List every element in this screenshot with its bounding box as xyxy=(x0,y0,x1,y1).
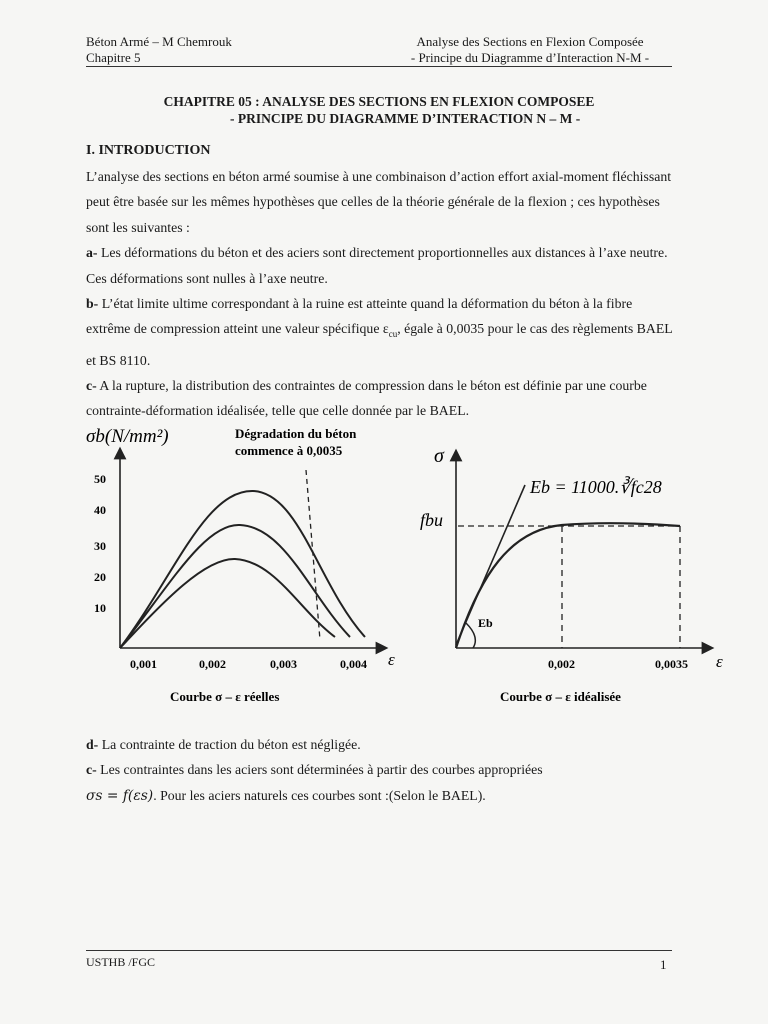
footer-divider xyxy=(86,950,672,951)
left-x-label: ε xyxy=(388,650,395,669)
hypothesis-d xyxy=(86,732,676,757)
steel-formula: σs = f(εs) xyxy=(86,787,154,804)
left-caption: Courbe σ – ε réelles xyxy=(170,689,280,704)
xtick-0002: 0,002 xyxy=(199,657,226,671)
intro-text xyxy=(86,164,676,424)
header-left xyxy=(86,34,232,66)
ytick-30: 30 xyxy=(94,539,106,553)
xtick-0002-right: 0,002 xyxy=(548,657,575,671)
degradation-note-line1: Dégradation du béton xyxy=(235,426,357,441)
ytick-20: 20 xyxy=(94,570,106,584)
hypothesis-e-text: Les contraintes dans les aciers sont déterminées à partir des courbes appropriées xyxy=(96,762,543,778)
page-number: 1 xyxy=(660,957,667,972)
curve-high xyxy=(120,491,365,648)
xtick-00035-right: 0,0035 xyxy=(655,657,688,671)
hypothesis-d-text: La contrainte de traction du béton est négligée. xyxy=(98,737,361,752)
epsilon-subscript: cu xyxy=(388,329,398,340)
curve-mid xyxy=(120,525,350,648)
hypothesis-a-text: Les déformations du béton et des aciers sont directement proportionnelles aux distances à l’axe neutre. Ces déformations sont nulles à l’axe neutre. xyxy=(86,245,668,286)
header-right xyxy=(396,34,664,66)
header-chapter: Chapitre 5 xyxy=(86,50,141,65)
eb-label: Eb xyxy=(478,616,493,630)
header-divider xyxy=(86,66,672,67)
footer-institution: USTHB /FGC xyxy=(86,955,156,969)
header-subtitle: - Principe du Diagramme d’Interaction N-M - xyxy=(410,50,650,65)
idealized-curve-figure xyxy=(420,445,723,704)
marker-e: c- xyxy=(86,762,97,778)
hypothesis-e xyxy=(86,757,676,782)
right-y-label: σ xyxy=(434,445,444,467)
right-x-label: ε xyxy=(716,652,723,671)
intro-paragraph: L’analyse des sections en béton armé soumise à une combinaison d’action effort axial-moment fléchissant peut être basée sur les mêmes hypothèses que celles de la théorie générale de la flexion ; ces hypothèses sont les suivantes : xyxy=(86,169,672,235)
hypothesis-b xyxy=(86,291,676,373)
degradation-line xyxy=(306,470,320,640)
hypothesis-a xyxy=(86,240,676,291)
marker-d: d- xyxy=(86,737,99,752)
marker-b: b- xyxy=(86,296,99,312)
section-heading: I. INTRODUCTION xyxy=(86,143,211,158)
marker-c: c- xyxy=(86,378,97,393)
fbu-label: fbu xyxy=(420,510,444,530)
eb-angle-arc xyxy=(466,623,475,648)
steel-formula-text: . Pour les aciers naturels ces courbes sont :(Selon le BAEL). xyxy=(153,787,486,803)
hypothesis-c-text: A la rupture, la distribution des contraintes de compression dans le béton est définie par une courbe contrainte-déformation idéalisée, telle que celle donnée par le BAEL. xyxy=(86,378,647,419)
xtick-0003: 0,003 xyxy=(270,657,297,671)
steel-formula-line xyxy=(86,783,676,809)
hypothesis-b-text-1: L’état limite ultime correspondant à la ruine est atteinte quand la déformation du béton à la fibre extrême de compression atteint une valeur spécifique ε xyxy=(86,296,633,337)
marker-a: a- xyxy=(86,245,98,261)
header-subject: Analyse des Sections en Flexion Composée xyxy=(416,34,644,49)
right-caption: Courbe σ – ε idéalisée xyxy=(500,689,621,704)
hypothesis-b-text-2: , égale à 0,0035 pour le cas des règlements BAEL et BS 8110. xyxy=(86,321,673,368)
young-modulus-formula: Eb = 11000.∛fc28 xyxy=(530,477,662,497)
curve-low xyxy=(120,559,335,648)
left-y-label: σb(N/mm²) xyxy=(86,426,169,447)
stress-strain-figures xyxy=(0,415,768,715)
xtick-0001: 0,001 xyxy=(130,657,157,671)
degradation-note-line2: commence à 0,0035 xyxy=(235,443,343,458)
ytick-40: 40 xyxy=(94,503,106,517)
header-author: Béton Armé – M Chemrouk xyxy=(86,34,232,49)
ytick-50: 50 xyxy=(94,472,106,486)
chapter-subtitle: - PRINCIPE DU DIAGRAMME D’INTERACTION N – M - xyxy=(230,111,581,126)
xtick-0004: 0,004 xyxy=(340,657,367,671)
after-figure-text xyxy=(86,732,676,809)
chapter-title: CHAPITRE 05 : ANALYSE DES SECTIONS EN FLEXION COMPOSEE xyxy=(163,94,595,109)
real-curves-figure xyxy=(86,426,395,704)
ytick-10: 10 xyxy=(94,601,106,615)
